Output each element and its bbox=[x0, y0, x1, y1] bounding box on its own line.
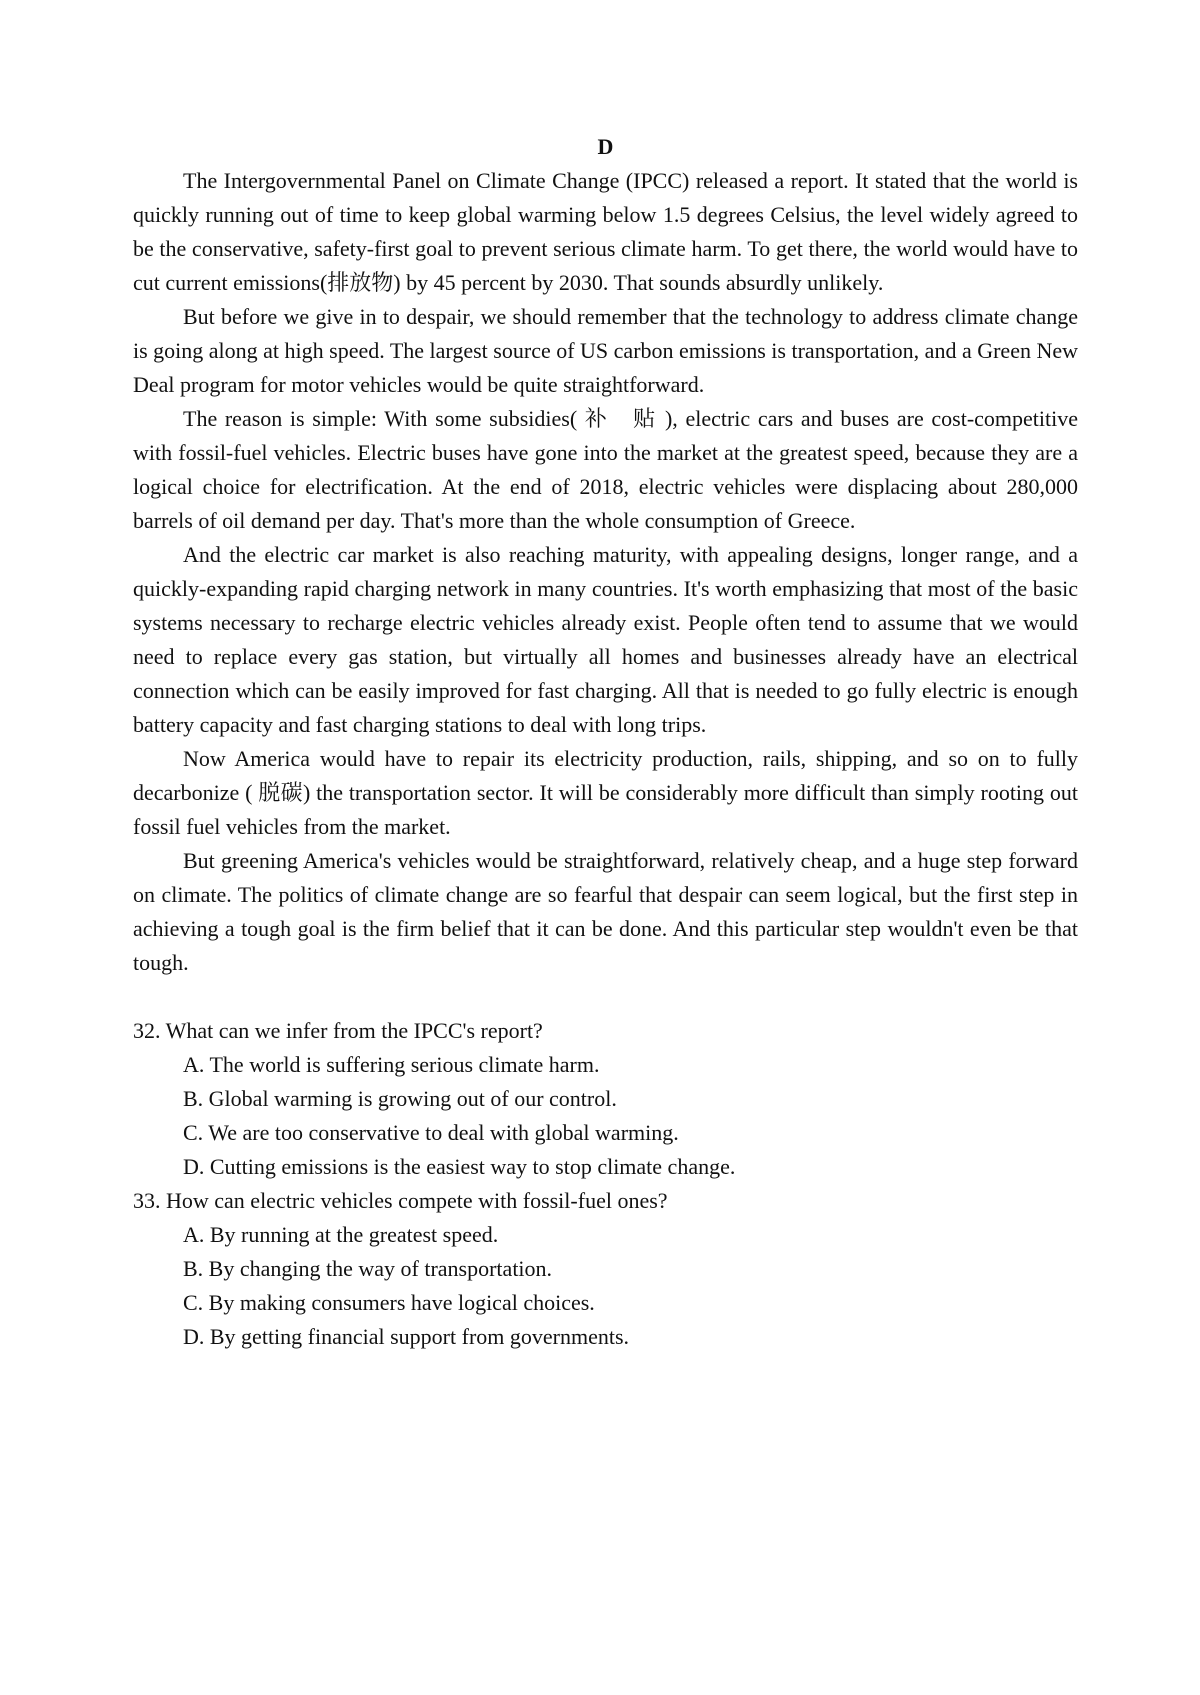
passage-paragraph: The reason is simple: With some subsidies( 补 贴 ), electric cars and buses are cost-competitive with fossil-fuel vehicles. Electric buses have gone into the market at the greatest speed, because they are a logical choice for electrification. At the end of 2018, electric vehicles were displacing about 280,000 barrels of oil demand per day. That's more than the whole consumption of Greece. bbox=[133, 406, 1078, 533]
passage-paragraph: Now America would have to repair its electricity production, rails, shipping, and so on to fully decarbonize ( 脱碳) the transportation sector. It will be considerably more difficult than simply rooting out fossil fuel vehicles from the market. bbox=[133, 746, 1078, 839]
answer-option-c: C. We are too conservative to deal with global warming. bbox=[183, 1120, 679, 1145]
passage-paragraph: The Intergovernmental Panel on Climate Change (IPCC) released a report. It stated that the world is quickly running out of time to keep global warming below 1.5 degrees Celsius, the level widely agreed to be the conservative, safety-first goal to prevent serious climate harm. To get there, the world would have to cut current emissions(排放物) by 45 percent by 2030. That sounds absurdly unlikely. bbox=[133, 168, 1078, 295]
exam-page bbox=[133, 130, 1078, 1354]
passage-body bbox=[133, 164, 1078, 980]
passage-paragraph: But before we give in to despair, we should remember that the technology to address climate change is going along at high speed. The largest source of US carbon emissions is transportation, and a Green New Deal program for motor vehicles would be quite straightforward. bbox=[133, 304, 1078, 397]
passage-paragraph: But greening America's vehicles would be straightforward, relatively cheap, and a huge step forward on climate. The politics of climate change are so fearful that despair can seem logical, but the first step in achieving a tough goal is the firm belief that it can be done. And this particular step wouldn't even be that tough. bbox=[133, 848, 1078, 975]
answer-option-b: B. By changing the way of transportation. bbox=[183, 1256, 553, 1281]
question-list bbox=[133, 1014, 1078, 1354]
answer-option-d: D. By getting financial support from governments. bbox=[183, 1324, 630, 1349]
passage-title: D bbox=[597, 134, 614, 159]
question-32 bbox=[133, 1014, 1078, 1184]
answer-option-a: A. By running at the greatest speed. bbox=[183, 1222, 499, 1247]
question-33 bbox=[133, 1184, 1078, 1354]
answer-option-d: D. Cutting emissions is the easiest way to stop climate change. bbox=[183, 1154, 736, 1179]
passage-paragraph: And the electric car market is also reaching maturity, with appealing designs, longer range, and a quickly-expanding rapid charging network in many countries. It's worth emphasizing that most of the basic systems necessary to recharge electric vehicles already exist. People often tend to assume that we would need to replace every gas station, but virtually all homes and businesses already have an electrical connection which can be easily improved for fast charging. All that is needed to go fully electric is enough battery capacity and fast charging stations to deal with long trips. bbox=[133, 542, 1078, 737]
answer-option-c: C. By making consumers have logical choices. bbox=[183, 1290, 595, 1315]
question-stem: 33. How can electric vehicles compete with fossil-fuel ones? bbox=[133, 1188, 668, 1213]
answer-option-b: B. Global warming is growing out of our control. bbox=[183, 1086, 617, 1111]
question-stem: 32. What can we infer from the IPCC's report? bbox=[133, 1018, 543, 1043]
answer-option-a: A. The world is suffering serious climate harm. bbox=[183, 1052, 600, 1077]
